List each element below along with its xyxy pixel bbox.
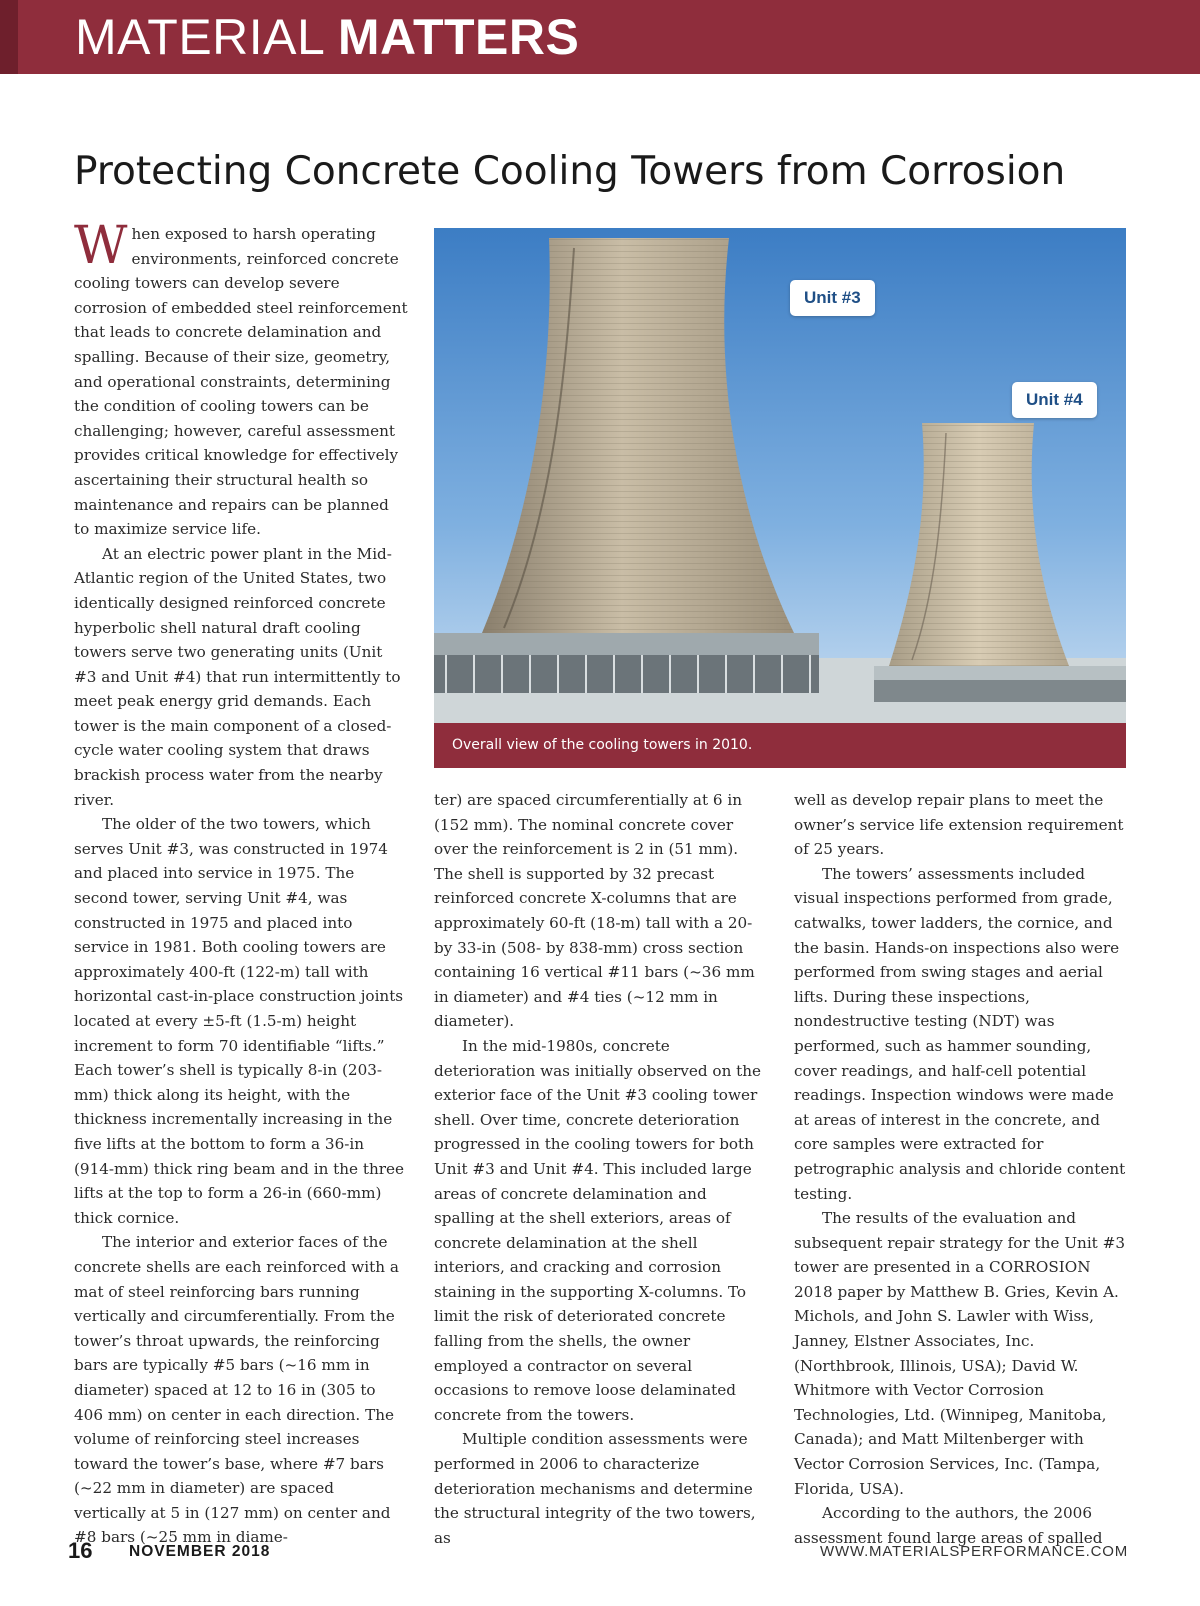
paragraph: Multiple condition assessments were performed in 2006 to characterize deterioration mechanisms and determine the structural integrity of the two towers, as	[434, 1430, 756, 1547]
text-column-3	[794, 788, 1130, 1550]
text-column-2	[434, 788, 768, 1550]
text-column-1	[74, 216, 408, 1550]
label-unit-4: Unit #4	[1012, 382, 1097, 418]
section-title	[75, 8, 579, 66]
section-banner	[0, 0, 1200, 74]
paragraph-continued: ter) are spaced circumferentially at 6 in (152 mm). The nominal concrete cover over the reinforcement is 2 in (51 mm). The shell is supported by 32 precast reinforced concrete X-columns that are approximately 60-ft (18-m) tall with a 20- by 33-in (508- by 838-mm) cross section containing 16 vertical #11 bars (~36 mm in diameter) and #4 ties (~12 mm in diameter).	[434, 791, 755, 1031]
banner-edge	[0, 0, 18, 74]
section-title-light: MATERIAL	[75, 9, 324, 65]
page-number: 16	[68, 1538, 93, 1563]
label-unit-3: Unit #3	[790, 280, 875, 316]
paragraph: According to the authors, the 2006 assessment found large areas of spalled	[794, 1504, 1103, 1547]
caption-bar	[434, 723, 1126, 768]
website-url[interactable]: WWW.MATERIALSPERFORMANCE.COM	[820, 1543, 1128, 1560]
paragraph: At an electric power plant in the Mid-Atlantic region of the United States, two identically designed reinforced concrete hyperbolic shell natural draft cooling towers serve two generating units (Unit #3 and Unit #4) that run intermittently to meet peak energy grid demands. Each tower is the main component of a closed-cycle water cooling system that draws brackish process water from the nearby river.	[74, 544, 401, 809]
paragraph: The towers’ assessments included visual inspections performed from grade, catwalks, tower ladders, the cornice, and the basin. Hands-on inspections also were performed from swing stages and aerial lifts. During these inspections, nondestructive testing (NDT) was performed, such as hammer sounding, cover readings, and half-cell potential readings. Inspection windows were made at areas of interest in the concrete, and core samples were extracted for petrographic analysis and chloride content testing.	[794, 864, 1126, 1203]
paragraph: The older of the two towers, which serves Unit #3, was constructed in 1974 and placed into service in 1975. The second tower, serving Unit #4, was constructed in 1975 and placed into service in 1981. Both cooling towers are approximately 400-ft (122-m) tall with horizontal cast-in-place construction joints located at every ±5-ft (1.5-m) height increment to form 70 identifiable “lifts.” Each tower’s shell is typically 8-in (203-mm) thick along its height, with the thickness incrementally increasing in the five lifts at the bottom to form a 36-in (914-mm) thick ring beam and in the three lifts at the top to form a 26-in (660-mm) thick cornice.	[74, 815, 404, 1227]
cooling-towers-illustration	[434, 228, 1126, 723]
paragraph: The interior and exterior faces of the concrete shells are each reinforced with a mat of steel reinforcing bars running vertically and circumferentially. From the tower’s throat upwards, the reinforcing bars are typically #5 bars (~16 mm in diameter) spaced at 12 to 16 in (305 to 406 mm) on center in each direction. The volume of reinforcing steel increases toward the tower’s base, where #7 bars (~22 mm in diameter) are spaced vertically at 5 in (127 mm) on center and #8 bars (~25 mm in diame-	[74, 1233, 399, 1547]
article-title: Protecting Concrete Cooling Towers from Corrosion	[74, 149, 1066, 194]
issue-date: NOVEMBER 2018	[129, 1543, 271, 1560]
paragraph: In the mid-1980s, concrete deterioration was initially observed on the exterior face of the Unit #3 cooling tower shell. Over time, concrete deterioration progressed in the cooling towers for both Unit #3 and Unit #4. This included large areas of concrete delamination and spalling at the shell exteriors, areas of concrete delamination at the shell interiors, and cracking and corrosion staining in the supporting X-columns. To limit the risk of deteriorated concrete falling from the shells, the owner employed a contractor on several occasions to remove loose delaminated concrete from the towers.	[434, 1036, 762, 1424]
paragraph-intro	[74, 216, 408, 542]
drop-cap: W	[74, 216, 128, 276]
section-title-bold: MATTERS	[337, 9, 580, 65]
paragraph: The results of the evaluation and subsequent repair strategy for the Unit #3 tower are presented in a CORROSION 2018 paper by Matthew B. Gries, Kevin A. Michols, and John S. Lawler with Wiss, Janney, Elstner Associates, Inc. (Northbrook, Illinois, USA); David W. Whitmore with Vector Corrosion Technologies, Ltd. (Winnipeg, Manitoba, Canada); and Matt Miltenberger with Vector Corrosion Services, Inc. (Tampa, Florida, USA).	[794, 1209, 1125, 1498]
figure-cooling-towers	[434, 228, 1126, 768]
cooling-towers-photo	[434, 228, 1126, 723]
figure-caption: Overall view of the cooling towers in 2010.	[452, 737, 753, 753]
paragraph-intro-text: hen exposed to harsh operating environments, reinforced concrete cooling towers can develop severe corrosion of embedded steel reinforcement that leads to concrete delamination and spalling. Because of their size, geometry, and operational constraints, determining the condition of cooling towers can be challenging; however, careful assessment provides critical knowledge for effectively ascertaining their structural health so maintenance and repairs can be planned to maximize service life.	[74, 225, 408, 539]
paragraph-continued: well as develop repair plans to meet the owner’s service life extension requirement of 25 years.	[794, 791, 1124, 859]
